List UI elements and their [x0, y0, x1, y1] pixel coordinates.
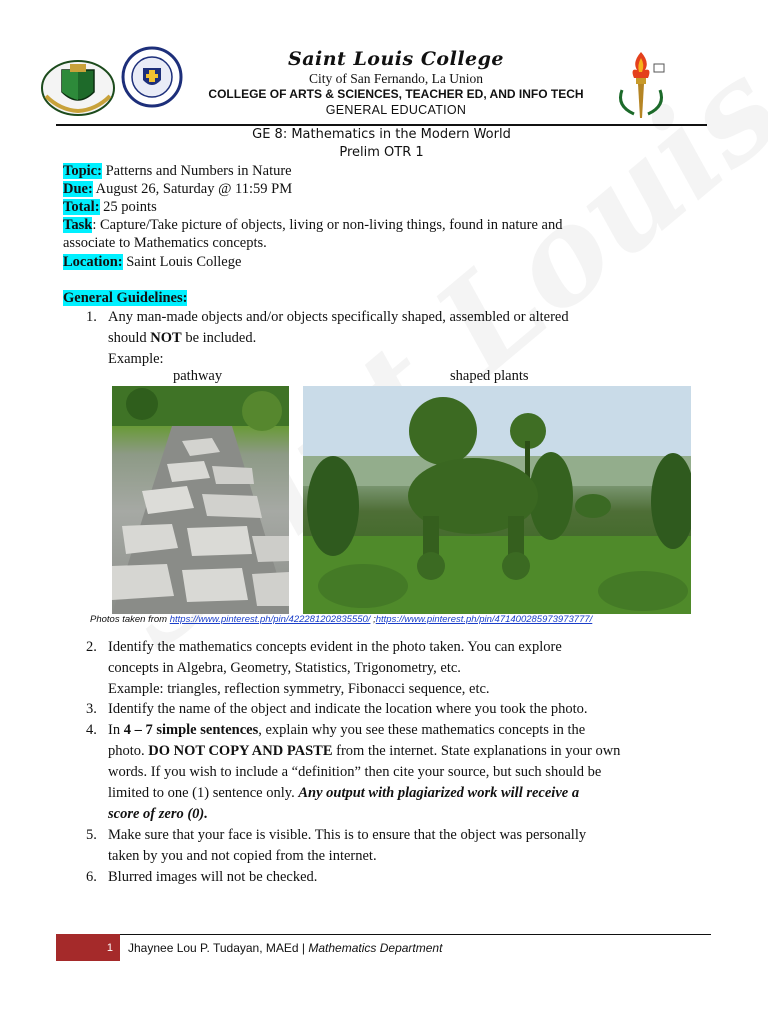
due-value: August 26, Saturday @ 11:59 PM	[92, 181, 293, 197]
guideline-2	[86, 637, 706, 700]
guideline-1-line-2: should NOT be included.	[108, 330, 257, 346]
guideline-4	[86, 720, 706, 825]
guideline-4-line-2: photo. DO NOT COPY AND PASTE from the internet. State explanations in your own	[108, 743, 621, 759]
list-number: 5.	[86, 827, 97, 843]
guideline-5	[86, 825, 706, 867]
guideline-4-line-3: words. If you wish to include a “definition” then cite your source, but such should be	[108, 764, 602, 780]
guideline-6	[86, 867, 706, 888]
topic-line	[63, 163, 292, 180]
footer-text: Jhaynee Lou P. Tudayan, MAEd | Mathematics Department	[128, 941, 443, 955]
list-number: 6.	[86, 869, 97, 885]
footer-divider	[56, 934, 711, 935]
guidelines-heading	[63, 290, 187, 307]
shaped-plants-photo	[303, 386, 691, 614]
task-line-2: associate to Mathematics concepts.	[63, 235, 267, 251]
list-number: 1.	[86, 309, 97, 325]
credit-link-1[interactable]: https://www.pinterest.ph/pin/422281202835550/	[169, 614, 371, 625]
footer-department: Mathematics Department	[308, 941, 443, 955]
location-label: Location:	[63, 254, 123, 270]
guideline-3-line-1: Identify the name of the object and indicate the location where you took the photo.	[108, 701, 588, 717]
guideline-4-line-4: limited to one (1) sentence only. Any output with plagiarized work will receive a	[108, 785, 580, 801]
guideline-2-line-2: concepts in Algebra, Geometry, Statistics, Trigonometry, etc.	[108, 660, 461, 676]
total-value: 25 points	[99, 199, 157, 215]
college-seal-logo	[40, 58, 116, 118]
guideline-3	[86, 699, 706, 720]
list-number: 3.	[86, 701, 97, 717]
caption-pathway: pathway	[173, 368, 223, 384]
guideline-5-line-2: taken by you and not copied from the internet.	[108, 848, 377, 864]
task-value: : Capture/Take picture of objects, living or non-living things, found in nature and	[92, 217, 563, 233]
task-label: Task	[63, 217, 93, 233]
photo-credit: Photos taken from https://www.pinterest.ph/pin/422281202835550/ ;https://www.pinterest.ph/pin/471400285973973777/	[90, 614, 593, 625]
topic-value: Patterns and Numbers in Nature	[101, 163, 292, 179]
footer-author: Jhaynee Lou P. Tudayan, MAEd	[128, 941, 299, 955]
guideline-1-line-1: Any man-made objects and/or objects specifically shaped, assembled or altered	[108, 309, 569, 325]
task-line	[63, 217, 562, 234]
total-line	[63, 199, 157, 216]
guideline-4-line-5: score of zero (0).	[108, 806, 208, 822]
guideline-6-line-1: Blurred images will not be checked.	[108, 869, 318, 885]
guideline-5-line-1: Make sure that your face is visible. This is to ensure that the object was personally	[108, 827, 587, 843]
torch-logo	[612, 50, 670, 122]
guideline-2-example: Example: triangles, reflection symmetry, Fibonacci sequence, etc.	[108, 681, 490, 697]
credit-link-2[interactable]: https://www.pinterest.ph/pin/471400285973973777/	[375, 614, 593, 625]
location-value: Saint Louis College	[122, 254, 242, 270]
header-divider	[56, 124, 707, 126]
list-number: 4.	[86, 722, 97, 738]
due-label: Due:	[63, 181, 93, 197]
caption-shaped-plants: shaped plants	[450, 368, 529, 384]
course-title: GE 8: Mathematics in the Modern World	[252, 127, 511, 142]
department-name: GENERAL EDUCATION	[325, 103, 467, 117]
page-number: 1	[56, 934, 120, 961]
pathway-photo	[112, 386, 289, 614]
guideline-1	[86, 307, 706, 370]
school-city: City of San Fernando, La Union	[309, 71, 483, 86]
guideline-2-line-1: Identify the mathematics concepts evident in the photo taken. You can explore	[108, 639, 562, 655]
topic-label: Topic:	[63, 163, 102, 179]
course-subtitle: Prelim OTR 1	[339, 145, 424, 160]
total-label: Total:	[63, 199, 100, 215]
school-name: Saint Louis College	[287, 48, 505, 70]
guidelines-heading-text: General Guidelines:	[63, 290, 188, 306]
guideline-1-example: Example:	[108, 351, 164, 367]
guideline-4-line-1: In 4 – 7 simple sentences, explain why you see these mathematics concepts in the	[108, 722, 586, 738]
college-name: COLLEGE OF ARTS & SCIENCES, TEACHER ED, AND INFO TECH	[208, 87, 584, 101]
due-line	[63, 181, 292, 198]
location-line	[63, 254, 241, 271]
list-number: 2.	[86, 639, 97, 655]
